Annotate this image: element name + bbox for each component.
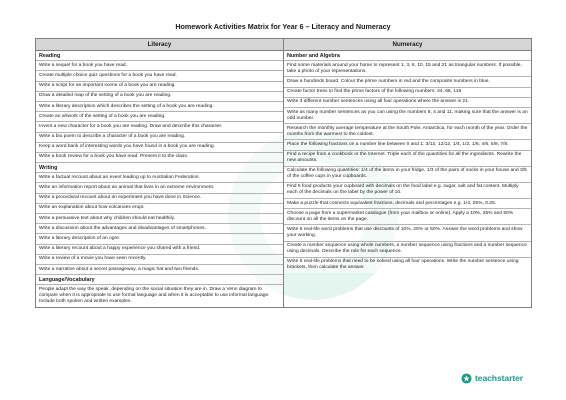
teachstarter-logo-icon: [461, 373, 472, 384]
numeracy-activity-item: Write 5 real-life word problems that use discounts of 10%, 25% or 50%. Answer the word problems and show your working.: [284, 225, 531, 241]
numeracy-activity-item: Create a number sequence using whole numbers, a number sequence using fractions and a number sequence using decimals. Describe the rule for each sequence.: [284, 242, 531, 258]
numeracy-activity-item: Write 5 real-life problems that need to be solved using all four operations. Write the number sentence using brackets, then calculate the answer.: [284, 258, 531, 273]
numeracy-column: [284, 51, 532, 308]
numeracy-activity-item: Find 5 food products your cupboard with decimals on the food label e.g. sugar, salt and fat content. Multiply each of the decimals on the label by the power of 10.: [284, 183, 531, 199]
numeracy-activity-item: Choose a page from a supermarket catalogue (from your mailbox or online). Apply a 10%, 25% and 50% discount on all the items on the page.: [284, 209, 531, 225]
numeracy-column-header: Numeracy: [284, 39, 532, 51]
literacy-column-header: Literacy: [36, 39, 284, 51]
teachstarter-logo: [461, 372, 523, 384]
literacy-activity-item: Write an explanation about how volcanoes erupt.: [36, 204, 283, 214]
literacy-activity-item: People adapt the way the speak, depending on the social situation they are in. Draw a Venn diagram to compare when it is appropriate to use formal language and when it is acceptable to use informal language. Include both spoken and written examples.: [36, 285, 283, 306]
literacy-activity-item: Write a factual recount about an event leading up to Australian Federation.: [36, 173, 283, 183]
literacy-activity-item: Write a sequel for a book you have read.: [36, 61, 283, 71]
numeracy-activity-item: Draw a hundreds board. Colour the prime numbers in red and the composite numbers in blue.: [284, 77, 531, 87]
numeracy-activity-item: Write as many number sentences as you can using the numbers 8, 4 and 11, making sure that the answer is an odd number.: [284, 108, 531, 124]
numeracy-activity-item: Find a recipe from a cookbook or the Internet. Triple each of the quantities for all the ingredients. Rewrite the new amounts.: [284, 151, 531, 167]
literacy-activity-item: Write a literary description which describes the setting of a book you are reading.: [36, 102, 283, 112]
numeracy-activity-item: Research the monthly average temperature at the South Pole, Antarctica, for each month of the year. Order the months from the warmest to the coldest.: [284, 124, 531, 140]
literacy-activity-item: Write a procedural recount about an experiment you have done in Science.: [36, 194, 283, 204]
literacy-activity-item: Write a narrative about a secret passageway, a magic hat and two friends.: [36, 265, 283, 275]
literacy-activity-item: Write a book review for a book you have read. Present it to the class.: [36, 153, 283, 163]
numeracy-section-heading: Number and Algebra: [284, 51, 531, 61]
literacy-activity-item: Write a script for an important scene of a book you are reading.: [36, 82, 283, 92]
literacy-section-heading: Writing: [36, 163, 283, 173]
literacy-activity-item: Keep a word bank of interesting words you have found in a book you are reading.: [36, 143, 283, 153]
literacy-activity-item: Write a review of a movie you have seen recently.: [36, 255, 283, 265]
literacy-activity-item: Write a persuasive text about why children should eat healthily.: [36, 214, 283, 224]
numeracy-activity-item: Create factor trees to find the prime factors of the following numbers: 34, 68, 116.: [284, 88, 531, 98]
numeracy-activity-item: Make a puzzle that connects equivalent fractions, decimals and percentages e.g. 1/4, 25%, 0.25.: [284, 199, 531, 209]
numeracy-activity-item: Find some materials around your home to represent 1, 3, 6, 10, 15 and 21 as triangular numbers. If possible, take a photo of your representations.: [284, 61, 531, 77]
literacy-activity-item: Write an information report about an animal that lives in an extreme environment.: [36, 183, 283, 193]
literacy-activity-item: Create an artwork of the setting of a book you are reading.: [36, 112, 283, 122]
literacy-activity-item: Invent a new character for a book you are reading. Draw and describe this character.: [36, 122, 283, 132]
activities-matrix-table: [35, 38, 532, 308]
literacy-section-heading: Reading: [36, 51, 283, 61]
literacy-activity-item: Write a literary description of an ogre.: [36, 234, 283, 244]
brand-name: teachstarter: [475, 373, 524, 383]
literacy-section-heading: Language/Vocabulary: [36, 275, 283, 285]
literacy-activity-item: Draw a detailed map of the setting of a book you are reading.: [36, 92, 283, 102]
document-title: Homework Activities Matrix for Year 6 – Literacy and Numeracy: [175, 22, 391, 31]
literacy-activity-item: Write a literary recount about a happy experience you shared with a friend.: [36, 245, 283, 255]
numeracy-activity-item: Calculate the following quantities: 1/4 of the items in your fridge, 1/3 of the pairs of socks in your house and 3/5 of the coffee cups in your cupboards.: [284, 167, 531, 183]
literacy-column: [36, 51, 284, 308]
literacy-activity-item: Write a discussion about the advantages and disadvantages of smartphones.: [36, 224, 283, 234]
literacy-activity-item: Create multiple choice quiz questions for a book you have read.: [36, 71, 283, 81]
numeracy-activity-item: Write 3 different number sentences using all four operations where the answer is 21.: [284, 98, 531, 108]
literacy-activity-item: Write a bio poem to describe a character of a book you are reading.: [36, 133, 283, 143]
numeracy-activity-item: Place the following fractions on a number line between 0 and 1: 3/12, 12/12, 1/4, 1/2, 1/6, 4/6, 5/8, 7/8.: [284, 140, 531, 150]
